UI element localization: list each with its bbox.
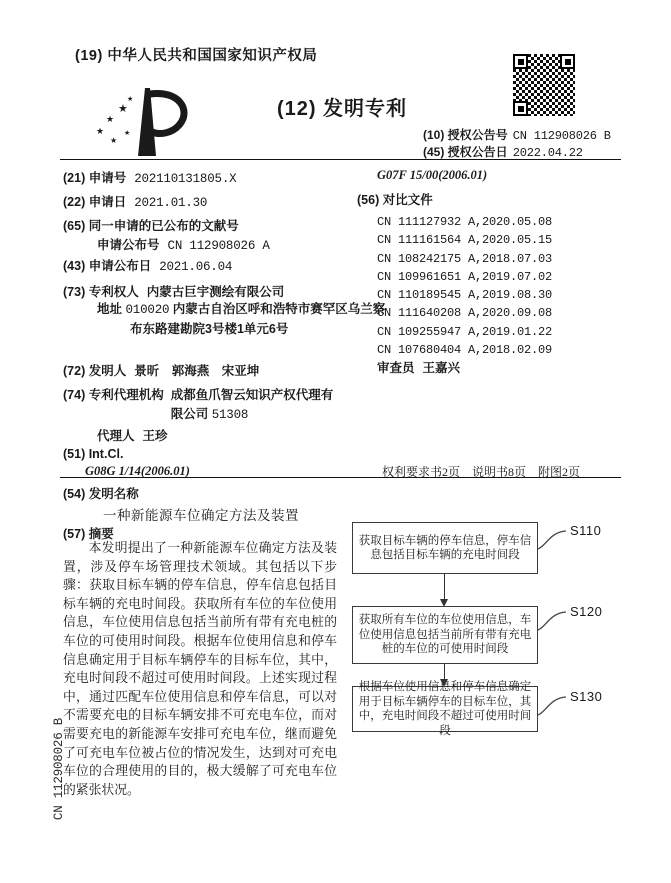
- reference-item: CN 111161564 A,2020.05.15: [377, 233, 553, 248]
- inventors-label: (72) 发明人: [63, 364, 127, 378]
- grant-date-row: [423, 143, 583, 160]
- application-number-label: (21) 申请号: [63, 171, 127, 185]
- intcl-label: (51) Int.Cl.: [63, 447, 124, 461]
- prior-publication-row: [63, 216, 239, 234]
- cited-references-list: [377, 213, 552, 359]
- side-publication-code: CN 112908026 B: [52, 717, 66, 821]
- svg-text:★: ★: [106, 115, 115, 125]
- reference-item: CN 111640208 A,2020.09.08: [377, 306, 553, 321]
- agency-label: (74) 专利代理机构: [63, 388, 164, 402]
- reference-item: CN 111127932 A,2020.05.08: [377, 215, 553, 229]
- examiner-label: 审查员: [377, 361, 415, 375]
- patentee-address: [97, 300, 387, 339]
- abstract-text: 本发明提出了一种新能源车位确定方法及装置，涉及停车场管理技术领域。其包括以下步骤：获取目标车辆的停车信息，停车信息包括目标车辆的充电时间段。获取所有车位的车位使用信息，车位使用信息包括当前所有带有充电桩的车位的可使用时间段。根据车位使用信息和停车信息确定用于目标车辆停车的目标车位，其中，充电时间段不超过可使用时间段。上述实现过程中，通过匹配车位使用信息和停车信息，可以对不需要充电的目标车辆安排不可充电车位，而对需要充电的新能源车安排可充电车位，继而避免了可充电车位被占位的情况发生，达到对可充电车位的合理使用的目的，极大缓解了可充电车位的紧张状况。: [63, 541, 337, 797]
- reference-item: CN 107680404 A,2018.02.09: [377, 343, 553, 358]
- svg-text:★: ★: [110, 136, 118, 145]
- publication-date-value: 2021.06.04: [159, 260, 233, 274]
- grant-date-label: (45) 授权公告日: [423, 145, 508, 159]
- intcl-row: [63, 447, 123, 461]
- reference-item: CN 108242175 A,2018.07.03: [377, 251, 553, 266]
- agency-name: 成都鱼爪智云知识产权代理有限公司: [170, 388, 334, 421]
- reference-item: CN 109255947 A,2019.01.22: [377, 324, 553, 339]
- cited-references-label: (56) 对比文件: [357, 193, 433, 207]
- reference-item: CN 110189545 A,2019.08.30: [377, 288, 553, 303]
- application-number-value: 202110131805.X: [134, 172, 237, 186]
- invention-title-label-text: (54) 发明名称: [63, 487, 139, 501]
- patentee-row: [63, 282, 284, 300]
- grant-number-row: [423, 126, 611, 143]
- grant-date-value: 2022.04.22: [512, 146, 583, 160]
- flow-step-label-s110: S110: [570, 523, 602, 538]
- abstract-label-text: (57) 摘要: [63, 527, 114, 541]
- flow-step-label-s120: S120: [570, 604, 603, 619]
- application-number-row: [63, 168, 236, 186]
- examiner-row: [377, 358, 460, 376]
- header-divider: [60, 159, 621, 160]
- application-date-value: 2021.01.30: [134, 196, 208, 210]
- flow-step-label-s130: S130: [570, 689, 603, 704]
- reference-item: CN 109961651 A,2019.07.02: [377, 269, 553, 284]
- invention-title-label: [63, 484, 139, 502]
- qr-code-icon: [513, 54, 575, 116]
- svg-text:★: ★: [127, 95, 134, 103]
- inventors-value: 景昕 郭海燕 宋亚坤: [134, 364, 260, 378]
- address-zip: 010020: [125, 303, 170, 317]
- flow-step-box-s110: 获取目标车辆的停车信息，停车信息包括目标车辆的充电时间段: [352, 522, 538, 574]
- cited-references-row: [357, 190, 433, 208]
- publication-number-value: CN 112908026 A: [167, 239, 270, 253]
- publication-date-row: [63, 256, 232, 274]
- qr-finder-icon: [513, 54, 528, 69]
- publication-number-row: [97, 235, 270, 253]
- qr-finder-icon: [513, 101, 528, 116]
- flow-leader-lines: [340, 515, 620, 745]
- intcl-primary: G08G 1/14(2006.01): [85, 464, 190, 478]
- flow-step-box-s130: 根据车位使用信息和停车信息确定用于目标车辆停车的目标车位，其中，充电时间段不超过可使用时间段: [352, 686, 538, 732]
- cnipa-logo-icon: [93, 88, 203, 160]
- patentee-label: (73) 专利权人: [63, 285, 139, 299]
- prior-publication-label: (65) 同一申请的已公布的文献号: [63, 219, 239, 233]
- intcl-secondary: G07F 15/00(2006.01): [377, 168, 488, 182]
- address-text: 内蒙古自治区呼和浩特市赛罕区乌兰察布东路建勘院3号楼1单元6号: [130, 302, 386, 336]
- publication-number-label: 申请公布号: [97, 238, 160, 252]
- biblio-divider: [60, 477, 621, 478]
- invention-title: 一种新能源车位确定方法及装置: [103, 508, 299, 523]
- office-name: (19) 中华人民共和国国家知识产权局: [75, 48, 318, 64]
- pages-info: 权利要求书2页 说明书8页 附图2页: [382, 465, 581, 479]
- address-label: 地址: [97, 302, 123, 316]
- inventors-row: [63, 361, 259, 379]
- qr-finder-icon: [560, 54, 575, 69]
- svg-text:★: ★: [118, 102, 128, 115]
- agency-code: 51308: [211, 408, 249, 422]
- svg-text:★: ★: [124, 129, 131, 137]
- agent-label: 代理人: [97, 429, 135, 443]
- grant-number-label: (10) 授权公告号: [423, 128, 508, 142]
- agency-row: [63, 386, 339, 425]
- grant-number-value: CN 112908026 B: [512, 129, 611, 143]
- application-date-row: [63, 192, 207, 210]
- application-date-label: (22) 申请日: [63, 195, 127, 209]
- patentee-value: 内蒙古巨宇测绘有限公司: [146, 285, 285, 299]
- agent-value: 王珍: [142, 429, 168, 443]
- flow-step-box-s120: 获取所有车位的车位使用信息，车位使用信息包括当前所有带有充电桩的车位的可使用时间段: [352, 606, 538, 664]
- doc-type-title: (12) 发明专利: [276, 98, 408, 120]
- publication-date-label: (43) 申请公布日: [63, 259, 152, 273]
- examiner-value: 王嘉兴: [422, 361, 461, 375]
- svg-text:★: ★: [96, 127, 105, 137]
- agent-row: [97, 426, 168, 444]
- agency-value: [171, 386, 339, 425]
